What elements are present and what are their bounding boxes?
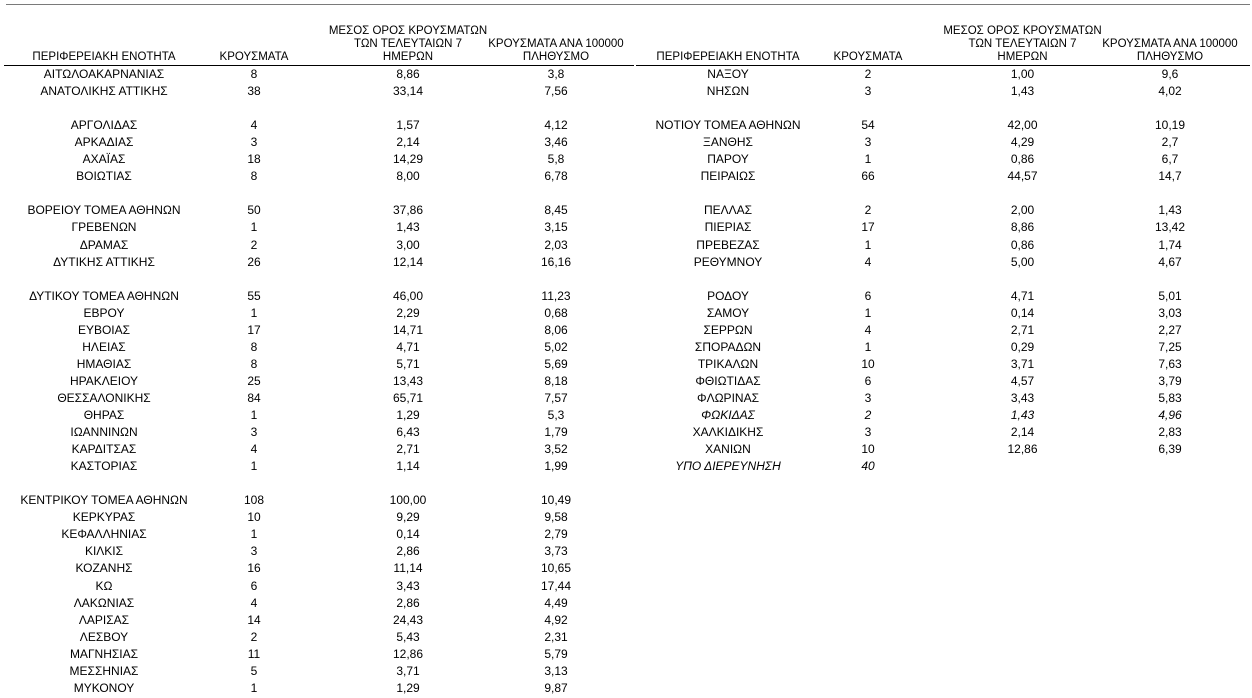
- region-cell: ΝΟΤΙΟΥ ΤΟΜΕΑ ΑΘΗΝΩΝ: [655, 118, 801, 133]
- region-cell: ΑΝΑΤΟΛΙΚΗΣ ΑΤΤΙΚΗΣ: [40, 84, 168, 99]
- cases-cell: 26: [247, 254, 261, 269]
- avg7-cell: 37,86: [392, 203, 424, 218]
- cases-cell: 8: [250, 67, 258, 81]
- cases-cell: 16: [247, 561, 261, 576]
- table-row: [0, 66, 640, 83]
- table-row: [0, 458, 640, 475]
- avg7-cell: 12,86: [392, 646, 424, 661]
- table-row: [0, 663, 640, 680]
- per100k-cell: 4,49: [544, 595, 568, 610]
- header-per100k-line1: ΚΡΟΥΣΜΑΤΑ ΑΝΑ 100000: [1102, 38, 1238, 50]
- cases-cell: 14: [247, 612, 261, 627]
- avg7-cell: 1,43: [396, 220, 420, 235]
- cases-cell: 108: [243, 493, 265, 508]
- region-cell: ΠΕΛΛΑΣ: [703, 203, 753, 218]
- table-row: [0, 339, 640, 356]
- region-cell: ΑΙΤΩΛΟΑΚΑΡΝΑΝΙΑΣ: [43, 67, 165, 81]
- per100k-cell: 7,63: [1158, 356, 1182, 371]
- region-cell: ΞΑΝΘΗΣ: [703, 135, 753, 150]
- cases-cell: 1: [250, 459, 258, 474]
- per100k-cell: 6,39: [1158, 442, 1182, 457]
- avg7-cell: 4,71: [396, 339, 420, 354]
- table-row: [0, 441, 640, 458]
- per100k-cell: 3,52: [544, 442, 568, 457]
- region-cell: ΔΥΤΙΚΟΥ ΤΟΜΕΑ ΑΘΗΝΩΝ: [29, 288, 179, 303]
- table-row: [628, 288, 1252, 305]
- table-row: [0, 595, 640, 612]
- avg7-cell: 6,43: [396, 425, 420, 440]
- table-row: [0, 288, 640, 305]
- table-row: [0, 219, 640, 236]
- cases-cell: 3: [864, 390, 872, 405]
- right-header-per100k: [1090, 14, 1250, 64]
- region-cell: ΣΑΜΟΥ: [706, 305, 750, 320]
- per100k-cell: 9,87: [544, 680, 568, 695]
- region-cell: ΔΥΤΙΚΗΣ ΑΤΤΙΚΗΣ: [53, 254, 155, 269]
- region-cell: ΗΛΕΙΑΣ: [82, 339, 126, 354]
- avg7-cell: 3,00: [396, 237, 420, 252]
- table-row: [628, 237, 1252, 254]
- region-cell: ΛΕΣΒΟΥ: [79, 629, 129, 644]
- cases-cell: 84: [247, 390, 261, 405]
- region-cell: ΑΡΚΑΔΙΑΣ: [74, 135, 134, 150]
- table-row: [628, 134, 1252, 151]
- table-row: [628, 168, 1252, 185]
- table-row: [0, 305, 640, 322]
- region-cell: ΣΠΟΡΑΔΩΝ: [694, 339, 762, 354]
- per100k-cell: 4,67: [1158, 254, 1182, 269]
- table-row: [628, 390, 1252, 407]
- avg7-cell: 8,00: [396, 169, 420, 184]
- per100k-cell: 13,42: [1154, 220, 1186, 235]
- region-cell: ΤΡΙΚΑΛΩΝ: [697, 356, 759, 371]
- right-table-body: [628, 66, 1252, 486]
- cases-cell: 3: [250, 135, 258, 150]
- avg7-cell: 44,57: [1007, 169, 1038, 184]
- avg7-cell: 2,86: [396, 544, 420, 559]
- table-row: [0, 629, 640, 646]
- region-cell: ΛΑΚΩΝΙΑΣ: [73, 595, 135, 610]
- avg7-cell: 0,86: [1010, 152, 1035, 167]
- region-cell: ΜΑΓΝΗΣΙΑΣ: [69, 646, 139, 661]
- table-row: [628, 339, 1252, 356]
- region-cell: ΗΜΑΘΙΑΣ: [76, 356, 132, 371]
- per100k-cell: 8,06: [544, 322, 568, 337]
- header-per100k-line1: ΚΡΟΥΣΜΑΤΑ ΑΝΑ 100000: [488, 38, 624, 50]
- region-cell: ΦΘΙΩΤΙΔΑΣ: [695, 373, 761, 388]
- avg7-cell: 24,43: [392, 612, 424, 627]
- avg7-cell: 1,00: [1010, 67, 1035, 81]
- table-row: [0, 151, 640, 168]
- avg7-cell: 12,86: [1007, 442, 1038, 457]
- left-header-region: [4, 14, 204, 64]
- table-row: [628, 441, 1252, 458]
- per100k-cell: 3,79: [1158, 373, 1182, 388]
- table-row: [628, 424, 1252, 441]
- region-cell: ΗΡΑΚΛΕΙΟΥ: [69, 373, 139, 388]
- avg7-cell: 2,71: [1010, 322, 1035, 337]
- table-row: [0, 237, 640, 254]
- cases-cell: 11: [247, 646, 261, 661]
- per100k-cell: 2,7: [1161, 135, 1179, 150]
- cases-cell: 2: [250, 237, 258, 252]
- region-cell: ΒΟΙΩΤΙΑΣ: [76, 169, 132, 184]
- cases-cell: 18: [247, 152, 261, 167]
- per100k-cell: 4,12: [544, 118, 568, 133]
- region-cell: ΥΠΟ ΔΙΕΡΕΥΝΗΣΗ: [675, 459, 781, 474]
- region-cell: ΡΕΘΥΜΝΟΥ: [693, 254, 763, 269]
- region-cell: ΒΟΡΕΙΟΥ ΤΟΜΕΑ ΑΘΗΝΩΝ: [27, 203, 181, 218]
- avg7-cell: 5,43: [396, 629, 420, 644]
- region-cell: ΠΡΕΒΕΖΑΣ: [696, 237, 760, 252]
- cases-cell: 1: [250, 527, 258, 542]
- per100k-cell: 1,79: [544, 425, 568, 440]
- table-row: [0, 322, 640, 339]
- cases-cell: 3: [250, 544, 258, 559]
- avg7-cell: 4,57: [1010, 373, 1035, 388]
- cases-cell: 10: [861, 442, 875, 457]
- avg7-cell: 3,71: [1010, 356, 1035, 371]
- per100k-cell: 4,96: [1158, 408, 1182, 422]
- avg7-cell: 2,86: [396, 595, 420, 610]
- table-row: [0, 543, 640, 560]
- right-header-cases: [818, 14, 918, 64]
- per100k-cell: 6,7: [1161, 152, 1179, 167]
- avg7-cell: 1,14: [396, 459, 420, 474]
- table-row: [0, 526, 640, 543]
- cases-cell: 25: [247, 373, 261, 388]
- avg7-cell: 0,14: [396, 527, 420, 542]
- header-region-label: ΠΕΡΙΦΕΡΕΙΑΚΗ ΕΝΟΤΗΤΑ: [32, 51, 176, 63]
- region-cell: ΠΑΡΟΥ: [707, 152, 749, 167]
- avg7-cell: 0,86: [1010, 237, 1035, 252]
- table-row: [628, 66, 1252, 83]
- per100k-cell: 8,18: [544, 373, 568, 388]
- per100k-cell: 2,03: [544, 237, 568, 252]
- per100k-cell: 3,73: [544, 544, 568, 559]
- per100k-cell: 7,56: [544, 84, 568, 99]
- avg7-cell: 0,14: [1010, 305, 1035, 320]
- per100k-cell: 10,65: [540, 561, 572, 576]
- per100k-cell: 6,78: [544, 169, 568, 184]
- region-cell: ΛΑΡΙΣΑΣ: [78, 612, 130, 627]
- cases-cell: 10: [861, 356, 875, 371]
- avg7-cell: 1,43: [1010, 408, 1035, 422]
- avg7-cell: 2,29: [396, 305, 420, 320]
- cases-cell: 38: [247, 84, 261, 99]
- left-table-body: [0, 66, 640, 696]
- left-header-cases: [204, 14, 304, 64]
- region-cell: ΚΑΡΔΙΤΣΑΣ: [71, 442, 137, 457]
- per100k-cell: 3,15: [544, 220, 568, 235]
- avg7-cell: 46,00: [392, 288, 424, 303]
- region-cell: ΔΡΑΜΑΣ: [79, 237, 129, 252]
- avg7-cell: 2,00: [1010, 203, 1035, 218]
- per100k-cell: 5,01: [1158, 288, 1182, 303]
- table-row: [0, 254, 640, 271]
- cases-cell: 1: [250, 408, 258, 422]
- avg7-cell: 8,86: [396, 67, 420, 81]
- cases-cell: 66: [861, 169, 875, 184]
- per100k-cell: 10,19: [1154, 118, 1186, 133]
- table-row: [628, 407, 1252, 424]
- avg7-cell: 33,14: [392, 84, 424, 99]
- left-header-avg7: [318, 14, 498, 64]
- table-row: [0, 134, 640, 151]
- table-row: [0, 356, 640, 373]
- table-row: [0, 202, 640, 219]
- region-cell: ΣΕΡΡΩΝ: [703, 322, 753, 337]
- region-cell: ΜΕΣΣΗΝΙΑΣ: [69, 663, 139, 678]
- left-header-per100k: [476, 14, 636, 64]
- cases-cell: 10: [247, 510, 261, 525]
- per100k-cell: 1,43: [1158, 203, 1182, 218]
- table-row: [0, 492, 640, 509]
- avg7-cell: 9,29: [396, 510, 420, 525]
- region-cell: ΧΑΝΙΩΝ: [705, 442, 751, 457]
- table-row: [0, 680, 640, 697]
- per100k-cell: 14,7: [1158, 169, 1182, 184]
- cases-cell: 8: [250, 356, 258, 371]
- table-row: [0, 83, 640, 100]
- avg7-cell: 5,71: [396, 356, 420, 371]
- avg7-cell: 4,29: [1010, 135, 1035, 150]
- cases-cell: 54: [861, 118, 875, 133]
- avg7-cell: 2,14: [396, 135, 420, 150]
- table-row: [0, 578, 640, 595]
- cases-cell: 3: [864, 135, 872, 150]
- table-row: [628, 202, 1252, 219]
- cases-cell: 2: [250, 629, 258, 644]
- per100k-cell: 1,99: [544, 459, 568, 474]
- region-cell: ΝΗΣΩΝ: [706, 84, 750, 99]
- table-row: [0, 117, 640, 134]
- per100k-cell: 3,8: [547, 67, 565, 81]
- region-cell: ΦΛΩΡΙΝΑΣ: [697, 390, 759, 405]
- avg7-cell: 1,29: [396, 408, 420, 422]
- cases-cell: 1: [250, 220, 258, 235]
- cases-cell: 3: [864, 84, 872, 99]
- table-row: [0, 373, 640, 390]
- per100k-cell: 2,31: [544, 629, 568, 644]
- region-cell: ΚΕΝΤΡΙΚΟΥ ΤΟΜΕΑ ΑΘΗΝΩΝ: [20, 493, 188, 508]
- header-cases-label: ΚΡΟΥΣΜΑΤΑ: [219, 51, 289, 63]
- region-cell: ΚΟΖΑΝΗΣ: [75, 561, 133, 576]
- per100k-cell: 7,57: [544, 390, 568, 405]
- per100k-cell: 17,44: [540, 578, 572, 593]
- per100k-cell: 10,49: [540, 493, 572, 508]
- cases-cell: 2: [864, 203, 872, 218]
- table-row: [628, 151, 1252, 168]
- table-row: [628, 219, 1252, 236]
- per100k-cell: 3,13: [544, 663, 568, 678]
- avg7-cell: 12,14: [392, 254, 424, 269]
- table-row: [628, 83, 1252, 100]
- cases-cell: 6: [864, 373, 872, 388]
- per100k-cell: 3,46: [544, 135, 568, 150]
- top-border-line: [6, 4, 1250, 5]
- avg7-cell: 14,71: [392, 322, 424, 337]
- avg7-cell: 3,71: [396, 663, 420, 678]
- table-row: [628, 117, 1252, 134]
- right-header-avg7: [930, 14, 1115, 64]
- table-row: [628, 373, 1252, 390]
- header-avg-line3: ΗΜΕΡΩΝ: [997, 51, 1048, 63]
- per100k-cell: 16,16: [540, 254, 572, 269]
- region-cell: ΘΗΡΑΣ: [83, 408, 125, 422]
- region-cell: ΦΩΚΙΔΑΣ: [701, 408, 755, 422]
- header-avg-line3: ΗΜΕΡΩΝ: [382, 51, 434, 63]
- per100k-cell: 5,69: [544, 356, 568, 371]
- table-row: [628, 458, 1252, 475]
- header-avg-line2: ΤΩΝ ΤΕΛΕΥΤΑΙΩΝ 7: [968, 38, 1077, 50]
- per100k-cell: 2,27: [1158, 322, 1182, 337]
- avg7-cell: 2,14: [1010, 425, 1035, 440]
- table-row: [0, 646, 640, 663]
- table-row: [628, 254, 1252, 271]
- avg7-cell: 0,29: [1010, 339, 1035, 354]
- cases-cell: 4: [250, 442, 258, 457]
- avg7-cell: 14,29: [392, 152, 424, 167]
- table-row: [0, 612, 640, 629]
- cases-cell: 4: [864, 254, 872, 269]
- header-region-label: ΠΕΡΙΦΕΡΕΙΑΚΗ ΕΝΟΤΗΤΑ: [656, 51, 800, 63]
- avg7-cell: 42,00: [1007, 118, 1038, 133]
- cases-cell: 4: [250, 595, 258, 610]
- per100k-cell: 4,92: [544, 612, 568, 627]
- per100k-cell: 5,02: [544, 339, 568, 354]
- cases-cell: 2: [864, 408, 872, 422]
- avg7-cell: 11,14: [393, 561, 423, 576]
- per100k-cell: 9,58: [544, 510, 568, 525]
- cases-cell: 4: [864, 322, 872, 337]
- cases-cell: 6: [250, 578, 258, 593]
- avg7-cell: 2,71: [396, 442, 420, 457]
- cases-cell: 1: [250, 305, 258, 320]
- cases-cell: 8: [250, 169, 258, 184]
- region-cell: ΕΒΡΟΥ: [83, 305, 125, 320]
- avg7-cell: 8,86: [1010, 220, 1035, 235]
- right-header-region: [628, 14, 828, 64]
- table-row: [0, 424, 640, 441]
- per100k-cell: 2,83: [1158, 425, 1182, 440]
- region-cell: ΠΕΙΡΑΙΩΣ: [700, 169, 756, 184]
- per100k-cell: 7,25: [1158, 339, 1182, 354]
- cases-cell: 1: [864, 152, 872, 167]
- per100k-cell: 1,74: [1158, 237, 1182, 252]
- region-cell: ΚΕΦΑΛΛΗΝΙΑΣ: [61, 527, 147, 542]
- cases-cell: 40: [861, 459, 875, 474]
- cases-cell: 1: [864, 339, 872, 354]
- avg7-cell: 13,43: [392, 373, 424, 388]
- region-cell: ΚΑΣΤΟΡΙΑΣ: [70, 459, 138, 474]
- cases-cell: 17: [861, 220, 875, 235]
- avg7-cell: 1,29: [396, 680, 420, 695]
- avg7-cell: 5,00: [1010, 254, 1035, 269]
- cases-cell: 50: [247, 203, 261, 218]
- avg7-cell: 3,43: [396, 578, 420, 593]
- header-avg-line1: ΜΕΣΟΣ ΟΡΟΣ ΚΡΟΥΣΜΑΤΩΝ: [943, 25, 1102, 37]
- table-row: [0, 407, 640, 424]
- table-row: [0, 509, 640, 526]
- region-cell: ΙΩΑΝΝΙΝΩΝ: [70, 425, 138, 440]
- avg7-cell: 100,00: [389, 493, 427, 508]
- per100k-cell: 8,45: [544, 203, 568, 218]
- per100k-cell: 5,3: [547, 408, 565, 422]
- cases-cell: 1: [864, 237, 872, 252]
- region-cell: ΘΕΣΣΑΛΟΝΙΚΗΣ: [57, 390, 151, 405]
- cases-cell: 6: [864, 288, 872, 303]
- per100k-cell: 11,23: [541, 288, 571, 303]
- per100k-cell: 5,79: [544, 646, 568, 661]
- region-cell: ΠΙΕΡΙΑΣ: [704, 220, 752, 235]
- table-row: [0, 560, 640, 577]
- region-cell: ΓΡΕΒΕΝΩΝ: [71, 220, 137, 235]
- cases-cell: 3: [864, 425, 872, 440]
- cases-cell: 8: [250, 339, 258, 354]
- region-cell: ΚΙΛΚΙΣ: [84, 544, 124, 559]
- header-per100k-line2: ΠΛΗΘΥΣΜΟ: [522, 51, 590, 63]
- per100k-cell: 9,6: [1161, 67, 1179, 81]
- avg7-cell: 3,43: [1010, 390, 1035, 405]
- avg7-cell: 1,57: [396, 118, 420, 133]
- avg7-cell: [930, 458, 1115, 475]
- header-cases-label: ΚΡΟΥΣΜΑΤΑ: [833, 51, 903, 63]
- per100k-cell: 4,02: [1158, 84, 1182, 99]
- cases-cell: 4: [250, 118, 258, 133]
- region-cell: ΚΩ: [95, 578, 113, 593]
- region-cell: ΝΑΞΟΥ: [707, 67, 749, 81]
- region-cell: ΧΑΛΚΙΔΙΚΗΣ: [692, 425, 764, 440]
- per100k-cell: 0,68: [544, 305, 568, 320]
- per100k-cell: 5,83: [1158, 390, 1182, 405]
- per100k-cell: 5,8: [547, 152, 565, 167]
- per100k-cell: 3,03: [1158, 305, 1182, 320]
- per100k-cell: [1090, 458, 1250, 475]
- table-row: [0, 168, 640, 185]
- avg7-cell: 4,71: [1010, 288, 1035, 303]
- cases-cell: 1: [864, 305, 872, 320]
- table-row: [628, 356, 1252, 373]
- cases-cell: 3: [250, 425, 258, 440]
- region-cell: ΚΕΡΚΥΡΑΣ: [72, 510, 136, 525]
- cases-cell: 55: [247, 288, 261, 303]
- table-row: [628, 322, 1252, 339]
- cases-cell: 1: [250, 680, 258, 695]
- cases-cell: 2: [864, 67, 872, 81]
- header-per100k-line2: ΠΛΗΘΥΣΜΟ: [1136, 51, 1204, 63]
- per100k-cell: 2,79: [544, 527, 568, 542]
- avg7-cell: 65,71: [392, 390, 424, 405]
- cases-cell: 17: [247, 322, 261, 337]
- cases-cell: 5: [250, 663, 258, 678]
- table-row: [628, 305, 1252, 322]
- region-cell: ΑΡΓΟΛΙΔΑΣ: [70, 118, 138, 133]
- region-cell: ΡΟΔΟΥ: [707, 288, 749, 303]
- header-avg-line2: ΤΩΝ ΤΕΛΕΥΤΑΙΩΝ 7: [354, 38, 462, 50]
- region-cell: ΕΥΒΟΙΑΣ: [77, 322, 131, 337]
- region-cell: ΜΥΚΟΝΟΥ: [73, 680, 135, 695]
- region-cell: ΑΧΑΪΑΣ: [82, 152, 126, 167]
- header-avg-line1: ΜΕΣΟΣ ΟΡΟΣ ΚΡΟΥΣΜΑΤΩΝ: [328, 25, 488, 37]
- avg7-cell: 1,43: [1010, 84, 1035, 99]
- table-row: [0, 390, 640, 407]
